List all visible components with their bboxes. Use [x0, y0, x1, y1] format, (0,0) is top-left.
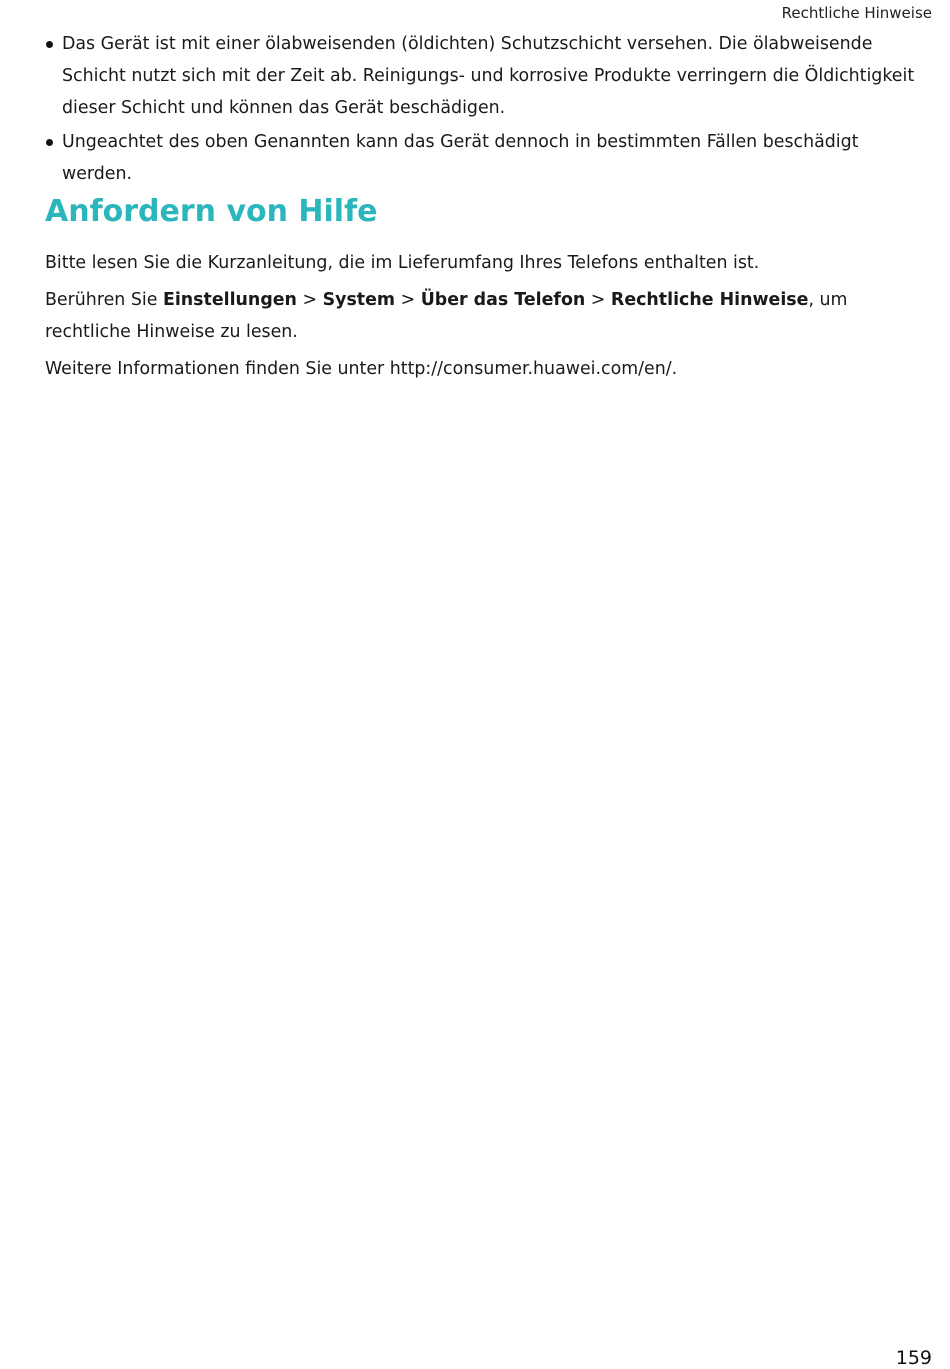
- list-item-text: Ungeachtet des oben Genannten kann das Gerät dennoch in bestimmten Fällen beschädigt werden.: [62, 132, 859, 184]
- nav-prefix: Berühren Sie: [45, 290, 163, 310]
- nav-suffix: , um rechtliche Hinweise zu lesen.: [45, 290, 848, 342]
- nav-step-legal-notices: Rechtliche Hinweise: [610, 290, 809, 310]
- list-item: [45, 28, 915, 124]
- nav-step-about-phone: Über das Telefon: [420, 290, 586, 310]
- nav-step-settings: Einstellungen: [162, 290, 297, 310]
- paragraph-navigation-path: [45, 284, 915, 348]
- bullet-icon: [46, 41, 53, 48]
- nav-separator: >: [395, 290, 421, 310]
- page-number: 159: [895, 1347, 932, 1369]
- list-item-text: Das Gerät ist mit einer ölabweisenden (öldichten) Schutzschicht versehen. Die ölabweisende Schicht nutzt sich mit der Zeit ab. Reinigungs- und korrosive Produkte verringern die Öldichtigkeit dieser Schicht und können das Gerät beschädigen.: [62, 34, 915, 118]
- nav-step-system: System: [322, 290, 396, 310]
- list-item: [45, 126, 915, 190]
- running-header: Rechtliche Hinweise: [781, 4, 932, 22]
- section-title: Anfordern von Hilfe: [45, 194, 378, 229]
- paragraph-more-info: Weitere Informationen finden Sie unter http://consumer.huawei.com/en/.: [45, 359, 678, 379]
- nav-separator: >: [296, 290, 323, 310]
- paragraph-quick-start: Bitte lesen Sie die Kurzanleitung, die im Lieferumfang Ihres Telefons enthalten ist.: [45, 253, 760, 273]
- bullet-list: [45, 28, 915, 192]
- nav-separator: >: [585, 290, 611, 310]
- bullet-icon: [46, 139, 53, 146]
